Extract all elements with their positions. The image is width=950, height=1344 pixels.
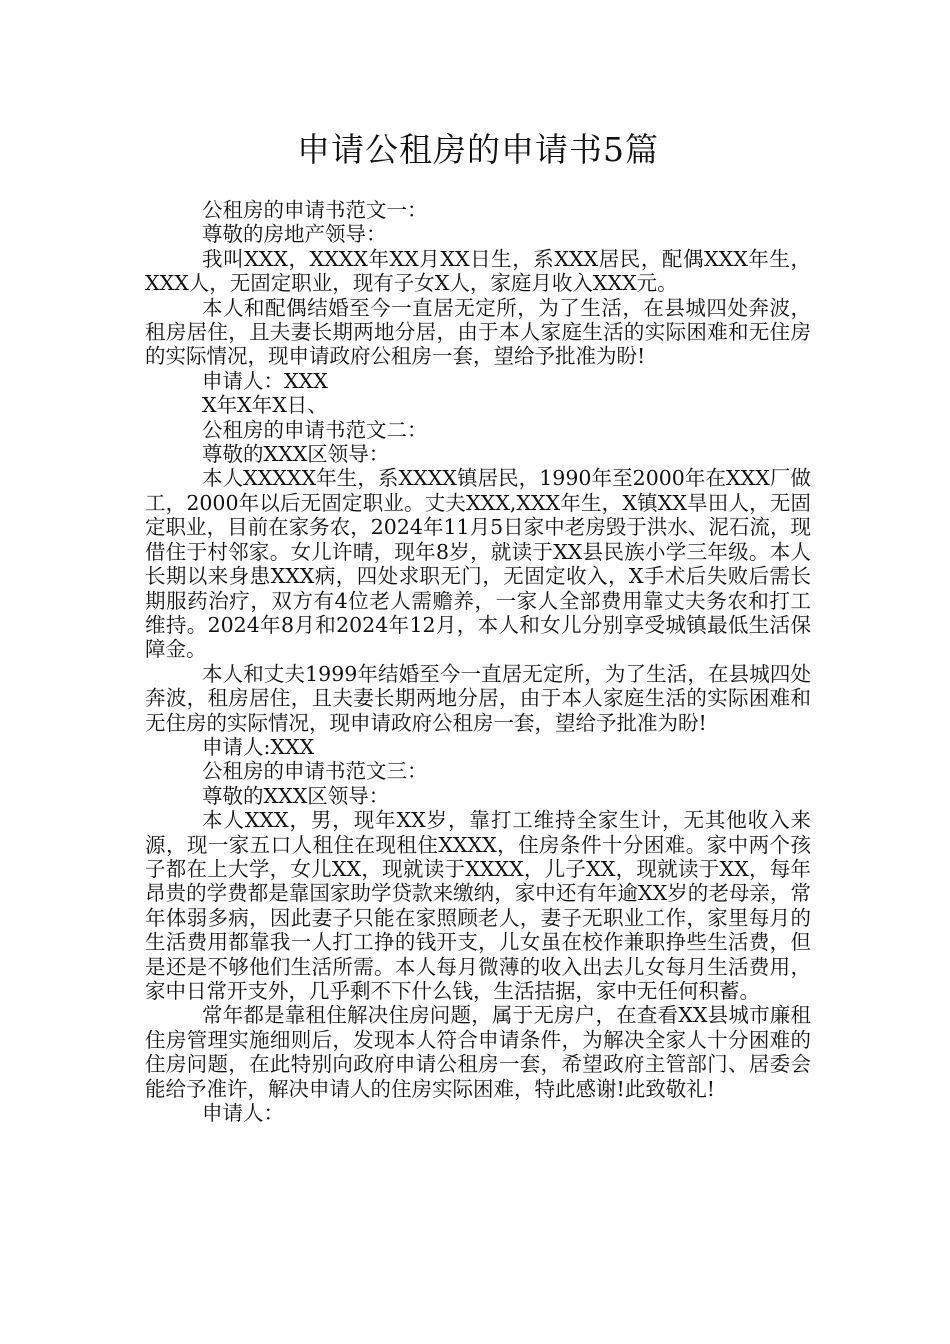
paragraph: 本人和配偶结婚至今一直居无定所，为了生活，在县城四处奔波，租房居住，且夫妻长期两地分居，由于本人家庭生活的实际困难和无住房的实际情况，现申请政府公租房一套，望给予批准为盼!: [145, 295, 811, 369]
paragraph: 尊敬的房地产领导：: [202, 222, 387, 247]
paragraph: 公租房的申请书范文一：: [202, 198, 428, 222]
paragraph: 尊敬的XXX区领导：: [202, 442, 390, 467]
paragraph: 公租房的申请书范文三：: [202, 759, 428, 784]
paragraph: 本人和丈夫1999年结婚至今一直居无定所，为了生活，在县城四处奔波，租房居住，且夫妻长期两地分居，由于本人家庭生活的实际困难和无住房的实际情况，现申请政府公租房一套，望给予批准为盼!: [145, 661, 811, 735]
paragraph: 申请人：: [202, 1101, 284, 1126]
document-body: [145, 198, 811, 1125]
paragraph: 公租房的申请书范文二：: [202, 417, 428, 442]
paragraph: 常年都是靠租住解决住房问题，属于无房户，在查看XX县城市廉租住房管理实施细则后，发现本人符合申请条件，为解决全家人十分困难的住房问题，在此特别向政府申请公租房一套，希望政府主管部门、居委会能给予准许，解决申请人的住房实际困难，特此感谢!此致敬礼!: [145, 1003, 811, 1101]
document-title: 申请公租房的申请书5篇: [297, 130, 659, 169]
document-page: [145, 128, 811, 1125]
paragraph: 本人XXX，男，现年XX岁，靠打工维持全家生计，无其他收入来源，现一家五口人租住在现租住XXXX，住房条件十分困难。家中两个孩子都在上大学，女儿XX，现就读于XXXX，儿子XX，现就读于XX，每年昂贵的学费都是靠国家助学贷款来缴纳，家中还有年逾XX岁的老母亲，常年体弱多病，因此妻子只能在家照顾老人，妻子无职业工作，家里每月的生活费用都靠我一人打工挣的钱开支，儿女虽在校作兼职挣些生活费，但是还是不够他们生活所需。本人每月微薄的收入出去儿女每月生活费用，家中日常开支外，几乎剩不下什么钱，生活拮据，家中无任何积蓄。: [145, 808, 811, 1003]
paragraph: 尊敬的XXX区领导：: [202, 783, 390, 808]
paragraph: 本人XXXXX年生，系XXXX镇居民，1990年至2000年在XXX厂做工，2000年以后无固定职业。丈夫XXX,XXX年生，X镇XX旱田人，无固定职业，目前在家务农，2024年11月5日家中老房毁于洪水、泥石流，现借住于村邻家。女儿许晴，现年8岁，就读于XX县民族小学三年级。本人长期以来身患XXX病，四处求职无门，无固定收入，X手术后失败后需长期服药治疗，双方有4位老人需赡养，一家人全部费用靠丈夫务农和打工维持。2024年8月和2024年12月，本人和女儿分别享受城镇最低生活保障金。: [145, 466, 811, 662]
paragraph: 申请人:XXX: [202, 734, 315, 759]
paragraph: 申请人：XXX: [202, 368, 328, 393]
paragraph: X年X年X日、: [202, 393, 328, 418]
paragraph: 我叫XXX，XXXX年XX月XX日生，系XXX居民，配偶XXX年生，XXX人，无固定职业，现有子女X人，家庭月收入XXX元。: [145, 246, 811, 296]
